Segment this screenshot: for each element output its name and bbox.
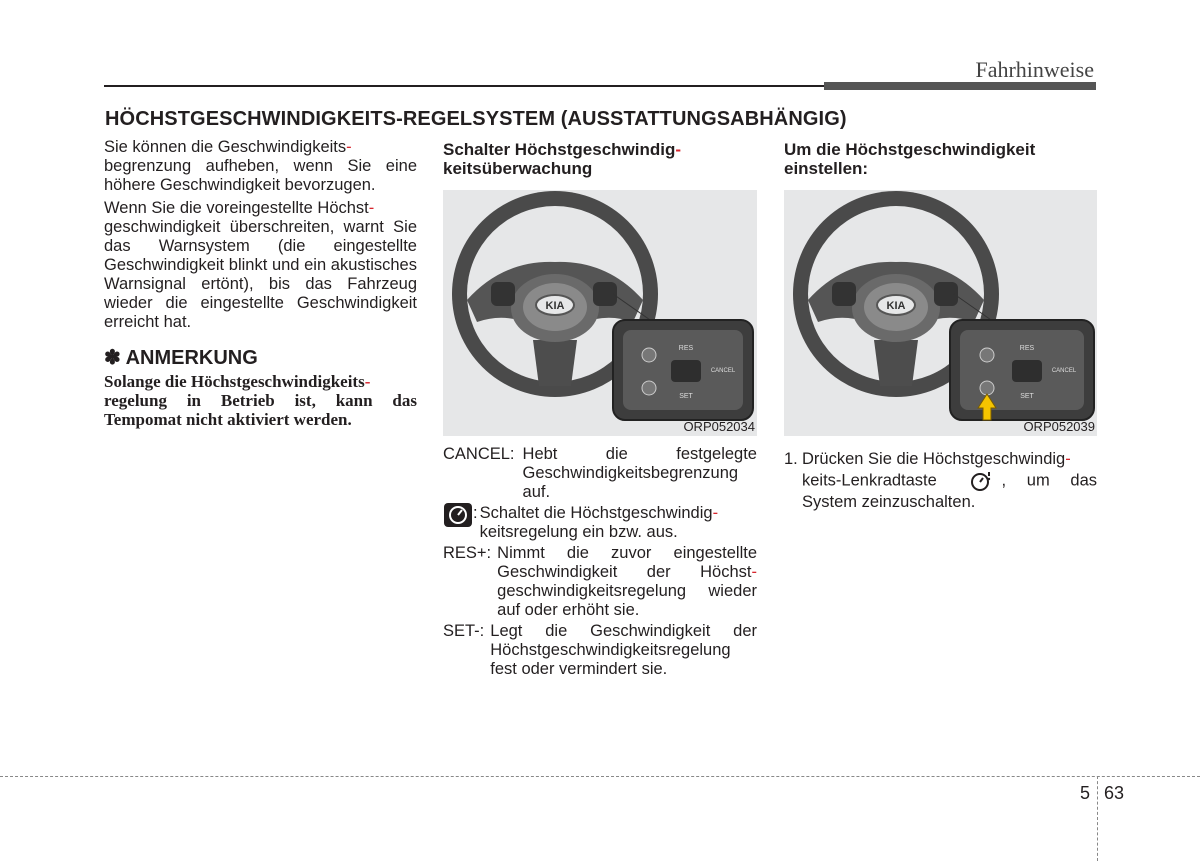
footer-divider-vertical — [1097, 776, 1098, 861]
set-label: SET — [1020, 393, 1034, 400]
steering-wheel-illustration — [443, 190, 757, 436]
definition-text: Legt die Geschwindigkeit der Höchstgeschwindigkeitsregelung fest oder vermindert sie. — [490, 622, 757, 678]
switch-heading: Schalter Höchstgeschwindig- keitsüberwachung — [443, 140, 682, 178]
note-text: Solange die Höchstgeschwindigkeits- regelung in Betrieb ist, kann das Tempomat nicht aktiviert werden. — [104, 372, 417, 429]
definition-set — [443, 622, 757, 679]
figure-code: ORP052034 — [683, 419, 755, 434]
res-label: RES — [1019, 345, 1035, 352]
note-symbol: ✽ — [104, 347, 121, 369]
intro-column — [104, 138, 417, 429]
definition-term: RES+: — [443, 544, 492, 562]
note-title: ✽ ANMERKUNG — [104, 347, 258, 369]
step-text: Drücken Sie die Höchstgeschwindig- keits-Lenkradtaste , um das System zeinzuschalten. — [802, 450, 1097, 511]
page-title: HÖCHSTGESCHWINDIGKEITS-REGELSYSTEM (AUSSTATTUNGSABHÄNGIG) — [105, 108, 847, 130]
set-speed-heading: Um die Höchstgeschwindigkeit einstellen: — [784, 140, 1036, 178]
definition-res — [443, 544, 757, 620]
chapter-number: 5 — [1080, 783, 1091, 803]
definition-term: : — [473, 504, 478, 522]
step-number: 1. — [784, 450, 798, 468]
header-rule — [104, 85, 824, 87]
button-definitions — [443, 445, 757, 681]
figure-code: ORP052039 — [1023, 419, 1095, 434]
res-label: RES — [678, 345, 694, 352]
step-1 — [784, 449, 1097, 513]
definition-text: Nimmt die zuvor eingestellte Geschwindigkeit der Höchst- geschwindigkeitsregelung wieder auf oder erhöht sie. — [497, 544, 757, 619]
cancel-label: CANCEL — [1051, 368, 1077, 374]
cancel-label: CANCEL — [710, 368, 736, 374]
speed-limiter-icon — [968, 470, 996, 492]
definition-text: Hebt die festgelegte Geschwindigkeitsbegrenzung auf. — [522, 445, 757, 501]
steering-wheel-figure-2 — [784, 190, 1097, 436]
kia-logo: KIA — [886, 300, 906, 312]
intro-paragraph: Sie können die Geschwindigkeits- begrenzung aufheben, wenn Sie eine höhere Geschwindigkeit bevorzugen. — [104, 138, 417, 194]
kia-logo: KIA — [545, 300, 565, 312]
warning-paragraph: Wenn Sie die voreingestellte Höchst- geschwindigkeit überschreiten, warnt Sie das Warnsystem (die eingestellte Geschwindigkeit blinkt und ein akustisches Warnsignal ertönt), bis das Fahrzeug wieder die eingestellte Geschwindigkeit erreicht hat. — [104, 199, 417, 331]
definition-text: Schaltet die Höchstgeschwindig- keitsregelung ein bzw. aus. — [479, 504, 719, 541]
definition-term: CANCEL: — [443, 445, 515, 463]
footer-divider — [0, 776, 1200, 777]
section-header: Fahrhinweise — [975, 57, 1094, 82]
definition-icon — [443, 504, 757, 542]
steering-wheel-illustration — [784, 190, 1097, 436]
page-number: 63 — [1104, 783, 1125, 803]
steering-wheel-figure-1 — [443, 190, 757, 436]
header-rule-thick — [824, 82, 1096, 90]
definition-term: SET-: — [443, 622, 485, 640]
speed-limiter-icon — [443, 502, 473, 528]
instruction-steps — [784, 449, 1097, 513]
set-label: SET — [679, 393, 693, 400]
definition-cancel — [443, 445, 757, 502]
